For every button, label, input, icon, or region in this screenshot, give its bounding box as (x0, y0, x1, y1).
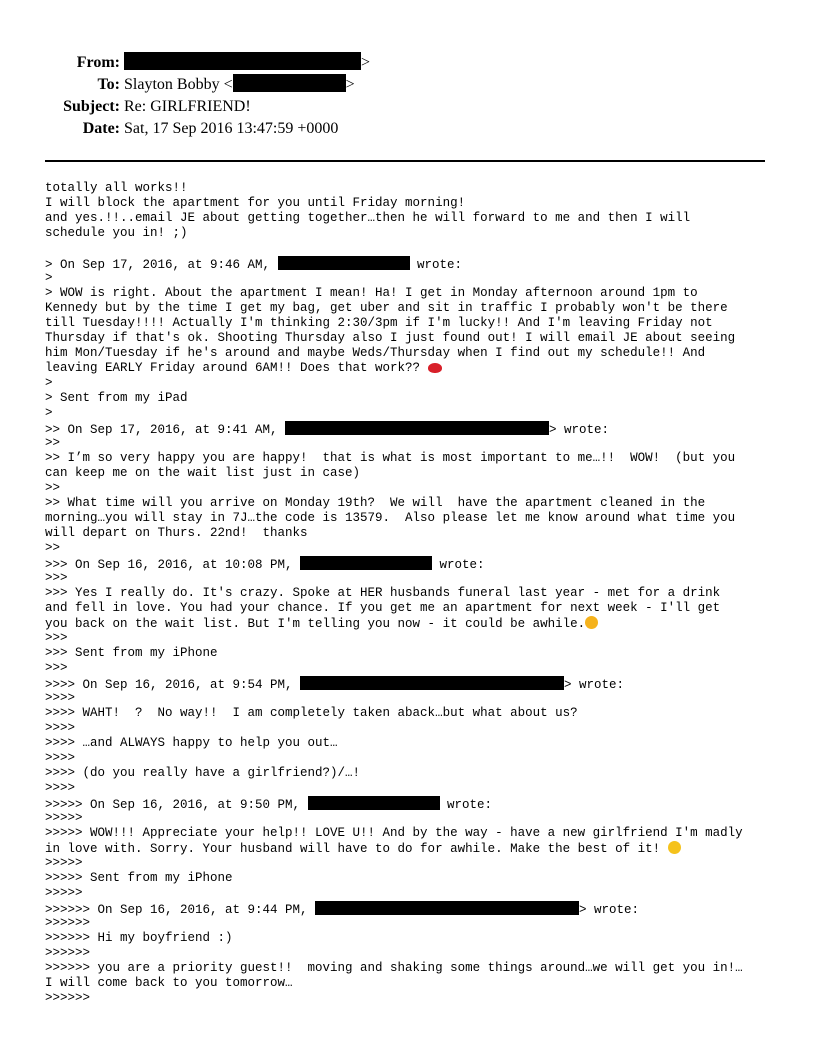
body-line: >>>> (45, 781, 76, 795)
to-tail: > (345, 76, 355, 93)
body-line: >> (45, 541, 61, 555)
body-line: >> (45, 481, 61, 495)
kiss-emoji-icon (585, 616, 598, 629)
body-line: >>>>>> (45, 916, 91, 930)
body-line: >>>>>> (45, 991, 91, 1005)
body-line: >>>> …and ALWAYS happy to help you out… (45, 736, 338, 750)
quote-header-line (45, 901, 785, 916)
body-line: >>>>> Sent from my iPhone (45, 871, 233, 885)
body-line: > (45, 376, 53, 390)
body-line: >>>> (45, 721, 76, 735)
body-line: and fell in love. You had your chance. If you get me an apartment for next week - I'll get (45, 601, 721, 615)
subject-value: Re: GIRLFRIEND! (124, 98, 251, 115)
body-line: >>>> (45, 751, 76, 765)
body-line-text: you back on the wait list. But I'm telling you now - it could be awhile. (45, 617, 586, 631)
body-line: >>>> (do you really have a girlfriend?)/…! (45, 766, 361, 780)
lips-emoji-icon (428, 363, 442, 373)
quote-header-tail: > wrote: (579, 903, 640, 917)
body-line: >>>> (45, 691, 76, 705)
quote-header-line (45, 676, 785, 691)
body-line-with-emoji (45, 841, 785, 856)
body-line: > WOW is right. About the apartment I mean! Ha! I get in Monday afternoon around 1pm to (45, 286, 698, 300)
from-label: From: (76, 54, 120, 71)
body-line: >>> Sent from my iPhone (45, 646, 218, 660)
body-line: >>>>>> (45, 946, 91, 960)
body-line: > (45, 406, 53, 420)
body-line: and yes.!!..email JE about getting together…then he will forward to me and then I will (45, 211, 691, 225)
body-line: >>>>>> Hi my boyfriend :) (45, 931, 233, 945)
laughing-emoji-icon (668, 841, 681, 854)
to-label: To: (97, 76, 120, 93)
body-line: >>> Yes I really do. It's crazy. Spoke at HER husbands funeral last year - met for a drink (45, 586, 721, 600)
quote-header-tail: wrote: (432, 558, 485, 572)
quote-header-text: >>> On Sep 16, 2016, at 10:08 PM, (45, 558, 301, 572)
body-line: him Mon/Tuesday if he's around and maybe Weds/Thursday when I find out my schedule!! And (45, 346, 706, 360)
body-line: totally all works!! (45, 181, 188, 195)
redacted-from-address (124, 52, 361, 70)
quote-header-tail: wrote: (409, 258, 463, 272)
date-row (0, 118, 338, 140)
quote-header-text: >>>>> On Sep 16, 2016, at 9:50 PM, (45, 798, 308, 812)
body-line: I will block the apartment for you until Friday morning! (45, 196, 466, 210)
body-line: Thursday if that's ok. Shooting Thursday also I just found out! I will email JE about seeing (45, 331, 736, 345)
body-line: >>> (45, 661, 68, 675)
body-line: schedule you in! ;) (45, 226, 188, 240)
body-line-with-emoji (45, 616, 785, 631)
quote-header-tail: > wrote: (564, 678, 625, 692)
to-value: Slayton Bobby < (124, 76, 233, 93)
quote-header-line (45, 556, 785, 571)
body-line-text: in love with. Sorry. Your husband will have to do for awhile. Make the best of it! (45, 842, 668, 856)
quote-header-text: >> On Sep 17, 2016, at 9:41 AM, (45, 423, 286, 437)
body-line: >>>> WAHT! ? No way!! I am completely taken aback…but what about us? (45, 706, 578, 720)
redacted-sender (285, 421, 549, 435)
body-line (45, 241, 785, 256)
quote-header-text: >>>> On Sep 16, 2016, at 9:54 PM, (45, 678, 301, 692)
quote-header-text: >>>>>> On Sep 16, 2016, at 9:44 PM, (45, 903, 316, 917)
body-line: >> What time will you arrive on Monday 19th? We will have the apartment cleaned in the (45, 496, 706, 510)
body-line-with-emoji (45, 361, 785, 376)
body-line: >>> (45, 631, 68, 645)
subject-label: Subject: (63, 98, 120, 115)
body-line: >>>>> (45, 811, 83, 825)
to-row (0, 74, 355, 96)
body-line: can keep me on the wait list just in case) (45, 466, 361, 480)
from-row (0, 52, 370, 74)
quote-header-tail: > wrote: (549, 423, 610, 437)
body-line: will depart on Thurs. 22nd! thanks (45, 526, 308, 540)
body-line: > Sent from my iPad (45, 391, 188, 405)
redacted-sender (300, 556, 432, 570)
quote-header-line (45, 256, 785, 271)
body-line: >>>>> (45, 886, 83, 900)
quote-header-tail: wrote: (439, 798, 493, 812)
redacted-to-address (233, 74, 346, 92)
body-line: >> (45, 436, 61, 450)
date-value: Sat, 17 Sep 2016 13:47:59 +0000 (124, 120, 339, 137)
email-body (45, 181, 785, 1006)
body-line: >>> (45, 571, 68, 585)
from-tail: > (361, 54, 371, 71)
header-divider (45, 160, 765, 162)
quote-header-line (45, 796, 785, 811)
body-line: > (45, 271, 53, 285)
date-label: Date: (82, 120, 120, 137)
body-line: >>>>> (45, 856, 83, 870)
redacted-sender (308, 796, 440, 810)
body-line: >>>>> WOW!!! Appreciate your help!! LOVE U!! And by the way - have a new girlfriend I'm madly (45, 826, 743, 840)
redacted-sender (300, 676, 564, 690)
subject-row (0, 96, 251, 118)
body-line-text: leaving EARLY Friday around 6AM!! Does that work?? (45, 361, 428, 375)
redacted-sender (315, 901, 579, 915)
quote-header-line (45, 421, 785, 436)
body-line: Kennedy but by the time I get my bag, get uber and sit in traffic I probably won't be there (45, 301, 728, 315)
body-line: >>>>>> you are a priority guest!! moving and shaking some things around…we will get you in!… (45, 961, 743, 975)
redacted-sender (278, 256, 410, 270)
body-line: >> I’m so very happy you are happy! that is what is most important to me…!! WOW! (but you (45, 451, 736, 465)
body-line: I will come back to you tomorrow… (45, 976, 293, 990)
body-line: till Tuesday!!!! Actually I'm thinking 2:30/3pm if I'm lucky!! And I'm leaving Friday not (45, 316, 713, 330)
body-line: morning…you will stay in 7J…the code is 13579. Also please let me know around what time you (45, 511, 736, 525)
quote-header-text: > On Sep 17, 2016, at 9:46 AM, (45, 258, 278, 272)
